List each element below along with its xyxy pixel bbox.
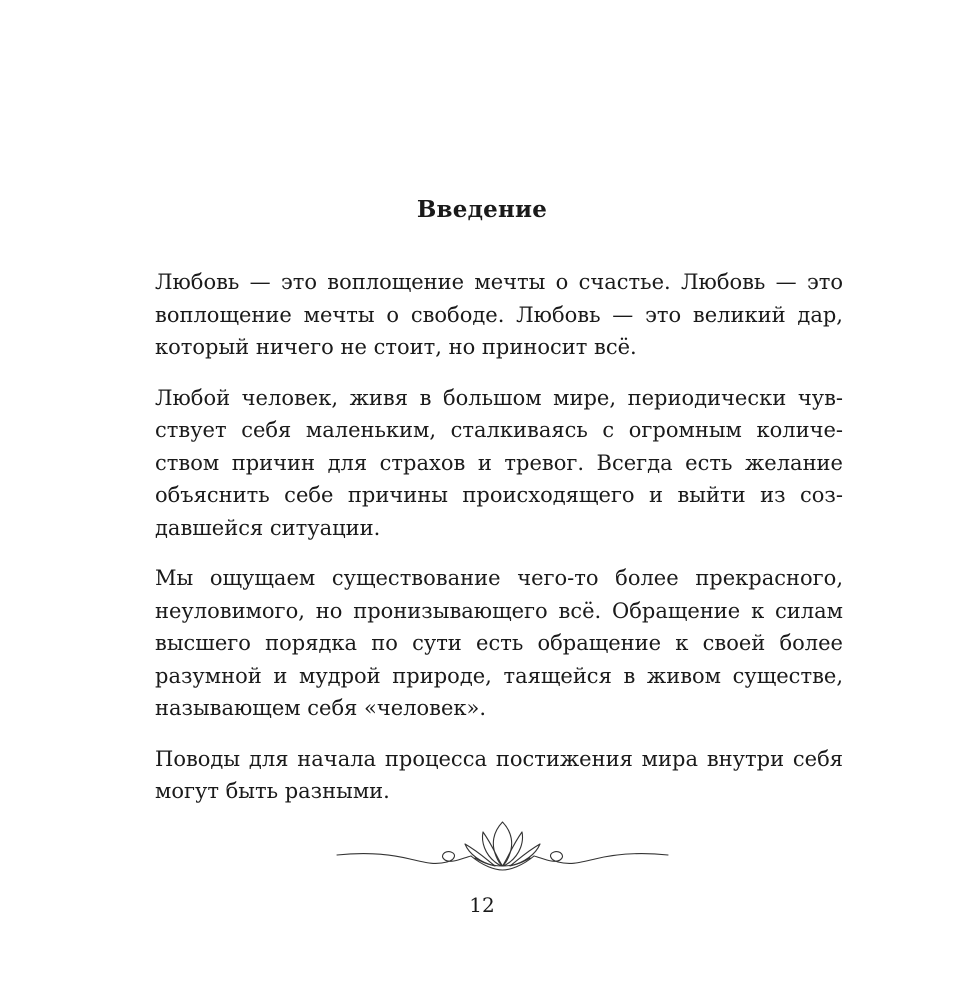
chapter-title: Введение [416, 196, 548, 223]
paragraph: Поводы для начала процесса постижения мира внутри себя могут быть разными. [155, 746, 843, 803]
body-text [155, 266, 843, 826]
paragraph: Мы ощущаем существование чего-то более прекрасного, неуловимого, но пронизывающего всё. Обращение к силам высшего порядка по сути есть обращение к своей более разумной и мудрой природе, таящейся в живом существе, называющем себя «человек». [155, 566, 843, 720]
paragraph: Любой человек, живя в большом мире, периодически чувствует себя маленьким, сталкиваясь с огромным количеством причин для страхов и тревог. Всегда есть желание объяснить себе причины происходящего и выйти из создавшейся ситуации. [155, 385, 843, 540]
lotus-flourish-icon [335, 818, 670, 880]
paragraph: Любовь — это воплощение мечты о счастье. Любовь — это воплощение мечты о свободе. Любовь — это великий дар, который ничего не стоит, но приносит всё. [155, 270, 843, 359]
page-number: 12 [469, 893, 495, 917]
